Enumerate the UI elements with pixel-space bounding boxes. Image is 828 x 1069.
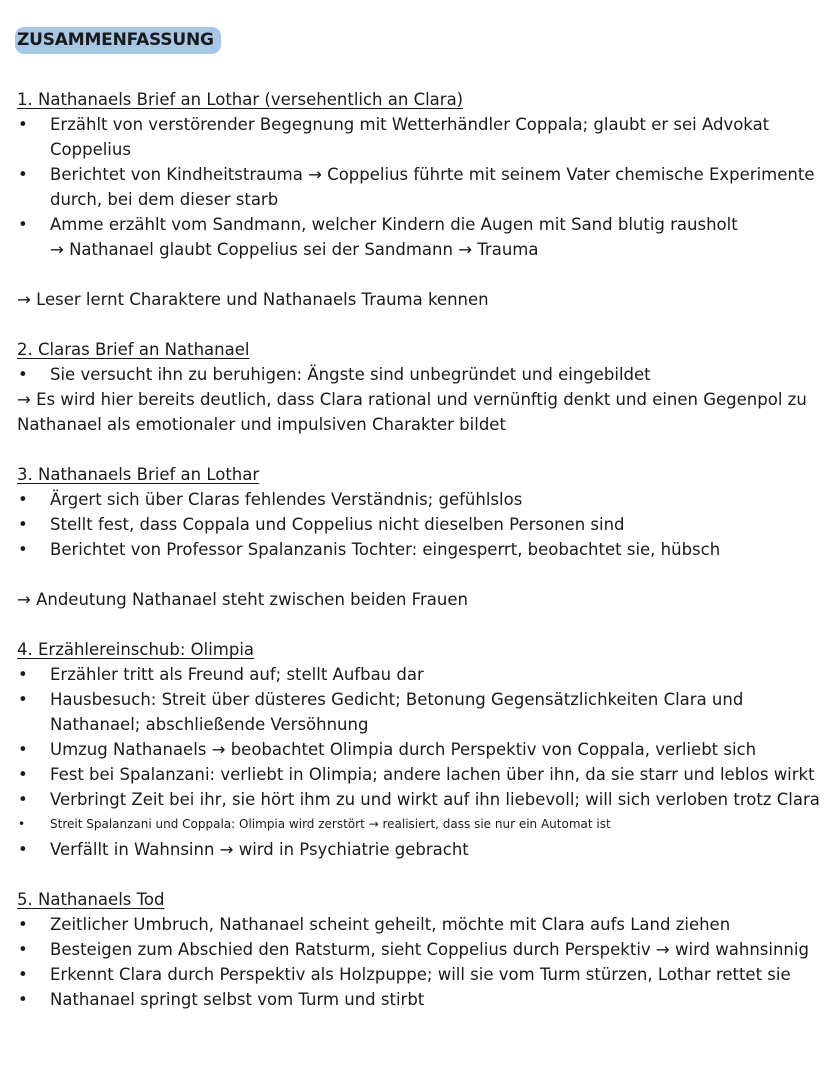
- spacer: [17, 437, 822, 462]
- section-heading: 1. Nathanaels Brief an Lothar (versehentlich an Clara): [17, 90, 464, 109]
- section-2: [17, 337, 822, 437]
- section-4: [17, 637, 822, 862]
- section-heading: 5. Nathanaels Tod: [17, 890, 165, 909]
- section-3: [17, 462, 822, 612]
- section-heading: 3. Nathanaels Brief an Lothar: [17, 465, 260, 484]
- list-item: • Sie versucht ihn zu beruhigen: Ängste sind unbegründet und eingebildet: [17, 362, 822, 387]
- page-title: ZUSAMMENFASSUNG: [15, 27, 221, 54]
- spacer: [17, 612, 822, 637]
- list-item: • Verfällt in Wahnsinn → wird in Psychiatrie gebracht: [17, 837, 822, 862]
- list-item: • Nathanael springt selbst vom Turm und stirbt: [17, 987, 822, 1012]
- section-1: [17, 87, 822, 312]
- list-item: • Hausbesuch: Streit über düsteres Gedicht; Betonung Gegensätzlichkeiten Clara und Nathanael; abschließende Versöhnung: [17, 687, 790, 737]
- spacer: [17, 562, 822, 587]
- list-item: • Erzähler tritt als Freund auf; stellt Aufbau dar: [17, 662, 822, 687]
- list-item: • Ärgert sich über Claras fehlendes Verständnis; gefühlslos: [17, 487, 822, 512]
- spacer: [17, 312, 822, 337]
- list-item: • Erzählt von verstörender Begegnung mit Wetterhändler Coppala; glaubt er sei Advokat Coppelius: [17, 112, 785, 162]
- list-item: • Verbringt Zeit bei ihr, sie hört ihm zu und wirkt auf ihn liebevoll; will sich verloben trotz Clara: [17, 787, 822, 812]
- list-item: • Erkennt Clara durch Perspektiv als Holzpuppe; will sie vom Turm stürzen, Lothar rettet sie: [17, 962, 822, 987]
- list-item: • Fest bei Spalanzani: verliebt in Olimpia; andere lachen über ihn, da sie starr und leblos wirkt: [17, 762, 822, 787]
- list-item: • Zeitlicher Umbruch, Nathanael scheint geheilt, möchte mit Clara aufs Land ziehen: [17, 912, 822, 937]
- list-item: • Berichtet von Kindheitstrauma → Coppelius führte mit seinem Vater chemische Experimente durch, bei dem dieser starb: [17, 162, 822, 212]
- spacer: [17, 262, 822, 287]
- list-item-continuation: → Nathanael glaubt Coppelius sei der Sandmann → Trauma: [50, 240, 539, 259]
- section-heading: 4. Erzählereinschub: Olimpia: [17, 640, 255, 659]
- list-item: • Amme erzählt vom Sandmann, welcher Kindern die Augen mit Sand blutig rausholt: [17, 212, 822, 237]
- section-conclusion: → Leser lernt Charaktere und Nathanaels Trauma kennen: [17, 290, 489, 309]
- section-conclusion: → Andeutung Nathanael steht zwischen beiden Frauen: [17, 590, 468, 609]
- spacer: [17, 54, 822, 87]
- list-item: • Stellt fest, dass Coppala und Coppelius nicht dieselben Personen sind: [17, 512, 822, 537]
- list-item: • Umzug Nathanaels → beobachtet Olimpia durch Perspektiv von Coppala, verliebt sich: [17, 737, 822, 762]
- summary-page: [17, 27, 822, 1012]
- section-heading: 2. Claras Brief an Nathanael: [17, 340, 250, 359]
- spacer: [17, 862, 822, 887]
- section-conclusion: → Es wird hier bereits deutlich, dass Clara rational und vernünftig denkt und einen Gegenpol zu Nathanael als emotionaler und impulsiven Charakter bildet: [17, 390, 807, 434]
- list-item: • Streit Spalanzani und Coppala: Olimpia wird zerstört → realisiert, dass sie nur ein Automat ist: [17, 812, 828, 837]
- section-5: [17, 887, 822, 1012]
- list-item: • Berichtet von Professor Spalanzanis Tochter: eingesperrt, beobachtet sie, hübsch: [17, 537, 822, 562]
- list-item: • Besteigen zum Abschied den Ratsturm, sieht Coppelius durch Perspektiv → wird wahnsinnig: [17, 937, 822, 962]
